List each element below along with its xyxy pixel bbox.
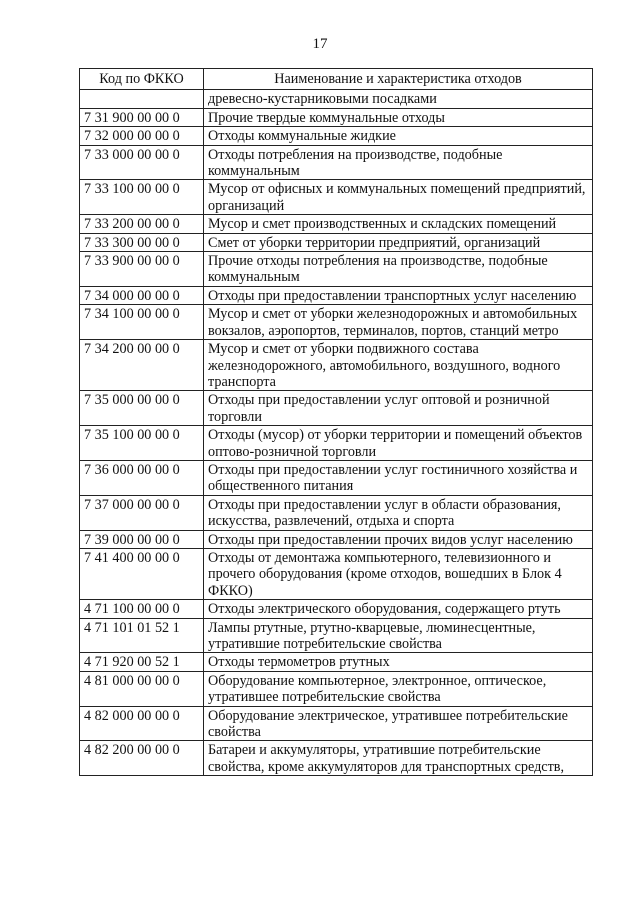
waste-name-cell: Лампы ртутные, ртутно-кварцевые, люминесцентные, утратившие потребительские свойства	[204, 618, 593, 653]
table-row	[80, 530, 593, 548]
table-row	[80, 305, 593, 340]
waste-code-cell: 7 41 400 00 00 0	[80, 548, 204, 599]
column-header-name: Наименование и характеристика отходов	[204, 69, 593, 90]
waste-code-cell: 7 35 000 00 00 0	[80, 391, 204, 426]
table-row	[80, 108, 593, 126]
waste-name-cell: Отходы при предоставлении прочих видов услуг населению	[204, 530, 593, 548]
waste-code-cell: 4 71 100 00 00 0	[80, 600, 204, 618]
waste-code-cell: 4 82 200 00 00 0	[80, 741, 204, 776]
waste-name-cell: Отходы потребления на производстве, подобные коммунальным	[204, 145, 593, 180]
waste-name-cell: Отходы при предоставлении услуг в области образования, искусства, развлечений, отдыха и спорта	[204, 495, 593, 530]
waste-name-cell: Оборудование электрическое, утратившее потребительские свойства	[204, 706, 593, 741]
waste-name-cell: Отходы электрического оборудования, содержащего ртуть	[204, 600, 593, 618]
table-header-row	[80, 69, 593, 90]
page-number: 17	[312, 36, 328, 52]
waste-code-cell: 4 71 920 00 52 1	[80, 653, 204, 671]
table-row	[80, 90, 593, 108]
waste-code-cell: 7 33 000 00 00 0	[80, 145, 204, 180]
table-row	[80, 145, 593, 180]
waste-code-cell: 7 33 100 00 00 0	[80, 180, 204, 215]
waste-code-cell: 7 31 900 00 00 0	[80, 108, 204, 126]
waste-name-cell: древесно-кустарниковыми посадками	[204, 90, 593, 108]
waste-code-cell: 7 39 000 00 00 0	[80, 530, 204, 548]
waste-name-cell: Мусор и смет производственных и складских помещений	[204, 215, 593, 233]
waste-name-cell: Мусор и смет от уборки железнодорожных и автомобильных вокзалов, аэропортов, терминалов, портов, станций метро	[204, 305, 593, 340]
table-row	[80, 286, 593, 304]
waste-code-cell: 7 34 100 00 00 0	[80, 305, 204, 340]
waste-code-cell: 7 37 000 00 00 0	[80, 495, 204, 530]
table-row	[80, 460, 593, 495]
waste-code-cell: 4 82 000 00 00 0	[80, 706, 204, 741]
waste-name-cell: Отходы при предоставлении услуг гостиничного хозяйства и общественного питания	[204, 460, 593, 495]
table-row	[80, 671, 593, 706]
waste-code-cell: 4 71 101 01 52 1	[80, 618, 204, 653]
table-row	[80, 706, 593, 741]
waste-code-cell: 7 32 000 00 00 0	[80, 127, 204, 145]
table-row	[80, 127, 593, 145]
table-row	[80, 340, 593, 391]
table-row	[80, 653, 593, 671]
column-header-code: Код по ФККО	[80, 69, 204, 90]
table-row	[80, 618, 593, 653]
table-row	[80, 600, 593, 618]
table-row	[80, 495, 593, 530]
waste-name-cell: Отходы коммунальные жидкие	[204, 127, 593, 145]
waste-name-cell: Батареи и аккумуляторы, утратившие потребительские свойства, кроме аккумуляторов для транспортных средств,	[204, 741, 593, 776]
waste-name-cell: Отходы при предоставлении транспортных услуг населению	[204, 286, 593, 304]
table-row	[80, 215, 593, 233]
waste-code-cell: 4 81 000 00 00 0	[80, 671, 204, 706]
waste-name-cell: Смет от уборки территории предприятий, организаций	[204, 233, 593, 251]
waste-name-cell: Отходы (мусор) от уборки территории и помещений объектов оптово-розничной торговли	[204, 426, 593, 461]
table-row	[80, 233, 593, 251]
waste-name-cell: Мусор от офисных и коммунальных помещений предприятий, организаций	[204, 180, 593, 215]
table-row	[80, 548, 593, 599]
waste-code-cell: 7 34 000 00 00 0	[80, 286, 204, 304]
table-row	[80, 426, 593, 461]
table-row	[80, 741, 593, 776]
waste-code-cell	[80, 90, 204, 108]
waste-code-cell: 7 34 200 00 00 0	[80, 340, 204, 391]
waste-code-cell: 7 33 900 00 00 0	[80, 252, 204, 287]
table-row	[80, 391, 593, 426]
waste-name-cell: Прочие твердые коммунальные отходы	[204, 108, 593, 126]
waste-name-cell: Оборудование компьютерное, электронное, оптическое, утратившее потребительские свойства	[204, 671, 593, 706]
waste-code-cell: 7 35 100 00 00 0	[80, 426, 204, 461]
table-row	[80, 252, 593, 287]
waste-classification-table	[79, 68, 593, 776]
waste-name-cell: Отходы от демонтажа компьютерного, телевизионного и прочего оборудования (кроме отходов, вошедших в Блок 4 ФККО)	[204, 548, 593, 599]
waste-name-cell: Мусор и смет от уборки подвижного состава железнодорожного, автомобильного, воздушного, водного транспорта	[204, 340, 593, 391]
waste-code-cell: 7 36 000 00 00 0	[80, 460, 204, 495]
table-row	[80, 180, 593, 215]
waste-name-cell: Отходы при предоставлении услуг оптовой и розничной торговли	[204, 391, 593, 426]
waste-name-cell: Отходы термометров ртутных	[204, 653, 593, 671]
waste-code-cell: 7 33 200 00 00 0	[80, 215, 204, 233]
waste-name-cell: Прочие отходы потребления на производстве, подобные коммунальным	[204, 252, 593, 287]
waste-code-cell: 7 33 300 00 00 0	[80, 233, 204, 251]
